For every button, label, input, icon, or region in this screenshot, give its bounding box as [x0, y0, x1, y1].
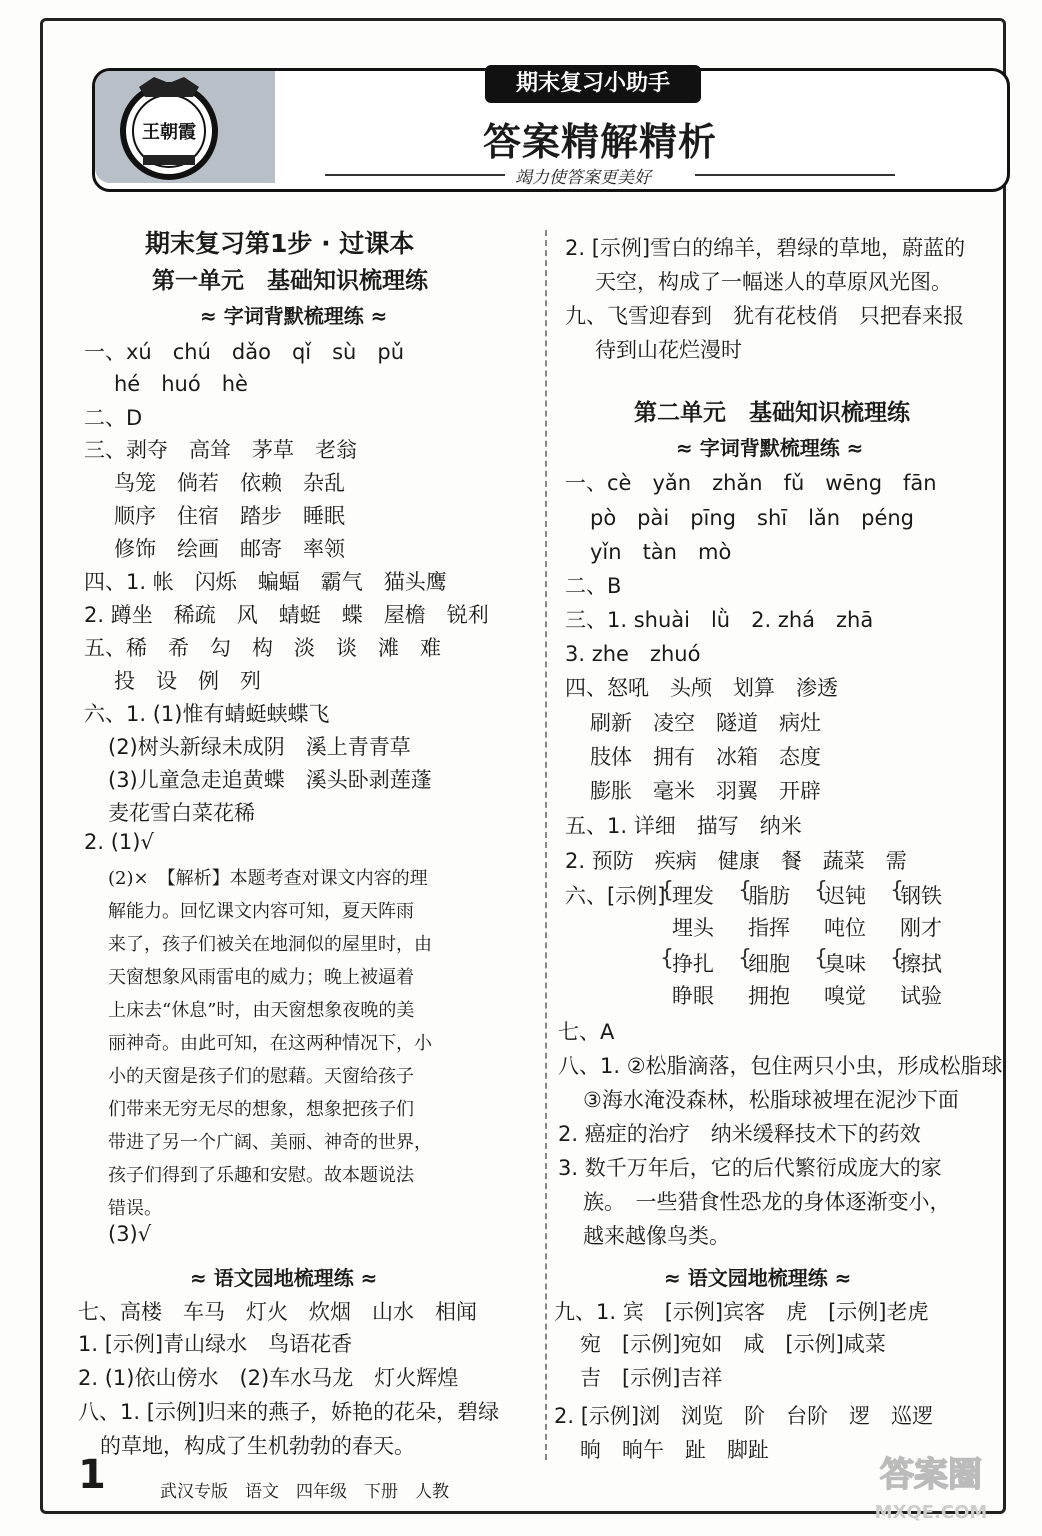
group-brace: { — [890, 878, 904, 903]
word-pair: 睁眼 — [672, 984, 714, 1008]
group-brace: { — [814, 878, 828, 903]
answer-line: 修饰 绘画 邮寄 率领 — [114, 537, 345, 561]
answer-line: (3)√ — [108, 1222, 152, 1246]
answer-line: 族。 一些猎食性恐龙的身体逐渐变小， — [583, 1190, 951, 1214]
answer-line: 九、飞雪迎春到 犹有花枝俏 只把春来报 — [565, 304, 964, 328]
answer-line: 2. [示例]雪白的绵羊，碧绿的草地，蔚蓝的 — [565, 236, 966, 260]
word-pair: 嗅觉 — [824, 984, 866, 1008]
group-brace: { — [890, 946, 904, 971]
explanation-line: 解能力。回忆课文内容可知，夏天阵雨 — [108, 901, 414, 922]
answer-line: 七、A — [558, 1020, 615, 1044]
word-pair: 细胞 — [748, 952, 790, 976]
group-brace: { — [738, 878, 752, 903]
answer-line: 麦花雪白菜花稀 — [108, 801, 255, 825]
word-pair: 迟钝 — [824, 884, 866, 908]
answer-line: 的草地，构成了生机勃勃的春天。 — [100, 1434, 415, 1458]
answer-line: 肢体 拥有 冰箱 态度 — [590, 745, 821, 769]
group-brace: { — [660, 946, 674, 971]
answer-line: 二、B — [565, 574, 622, 598]
answer-line: 五、稀 希 勾 构 淡 谈 滩 难 — [84, 636, 441, 660]
subsection-title: ≈ 语文园地梳理练 ≈ — [190, 1266, 378, 1290]
explanation-line: 小的天窗是孩子们的慰藉。天窗给孩子 — [108, 1066, 414, 1087]
answer-line: 七、高楼 车马 灯火 炊烟 山水 相闻 — [78, 1300, 477, 1324]
group-brace: { — [660, 878, 674, 903]
answer-line: 天空，构成了一幅迷人的草原风光图。 — [595, 270, 952, 294]
answer-line: 六、1. (1)惟有蜻蜓蛱蝶飞 — [84, 702, 330, 726]
answer-line: 吉 [示例]吉祥 — [580, 1366, 723, 1390]
answer-line: 九、1. 宾 [示例]宾客 虎 [示例]老虎 — [554, 1300, 929, 1324]
answer-line: 1. [示例]青山绿水 鸟语花香 — [78, 1332, 353, 1356]
explanation-line: (2)× 【解析】本题考查对课文内容的理 — [108, 868, 428, 889]
answer-line: 一、cè yǎn zhǎn fǔ wēng fān — [565, 471, 937, 495]
word-pair: 脂肪 — [748, 884, 790, 908]
subsection-title: ≈ 字词背默梳理练 ≈ — [200, 304, 388, 328]
answer-line: 待到山花烂漫时 — [595, 338, 742, 362]
word-pair: 擦拭 — [900, 952, 942, 976]
word-pair: 理发 — [672, 884, 714, 908]
group-brace: { — [814, 946, 828, 971]
group-brace: { — [738, 946, 752, 971]
answer-line: 三、1. shuài lǜ 2. zhá zhā — [565, 608, 874, 632]
answer-line: (2)树头新绿未成阴 溪上青青草 — [108, 735, 411, 759]
word-pair: 埋头 — [672, 916, 714, 940]
word-pair: 臭味 — [824, 952, 866, 976]
answer-line: 2. 蹲坐 稀疏 风 蜻蜓 蝶 屋檐 锐利 — [84, 603, 489, 627]
word-pair: 试验 — [900, 984, 942, 1008]
answer-line: 2. [示例]浏 浏览 阶 台阶 逻 巡逻 — [554, 1404, 934, 1428]
answer-line: 2. (1)√ — [84, 830, 154, 854]
answer-line: 2. (1)依山傍水 (2)车水马龙 灯火辉煌 — [78, 1366, 459, 1390]
answer-line: 3. 数千万年后，它的后代繁衍成庞大的家 — [558, 1156, 942, 1180]
svg-text:答案圈: 答案圈 — [880, 1455, 982, 1495]
explanation-line: 丽神奇。由此可知，在这两种情况下，小 — [108, 1033, 432, 1054]
unit-title: 第二单元 基础知识梳理练 — [634, 400, 910, 426]
word-pair: 挣扎 — [672, 952, 714, 976]
svg-text:王朝霞: 王朝霞 — [142, 122, 196, 143]
explanation-line: 孩子们得到了乐趣和安慰。故本题说法 — [108, 1165, 414, 1186]
answer-line: 二、D — [84, 406, 143, 430]
answer-line: 五、1. 详细 描写 纳米 — [565, 814, 802, 838]
explanation-line: 来了，孩子们被关在地洞似的屋里时，由 — [108, 934, 432, 955]
answer-line: hé huó hè — [114, 372, 248, 396]
answer-line: yǐn tàn mò — [590, 540, 732, 564]
answer-line: 投 设 例 列 — [114, 669, 261, 693]
answer-line: 六、[示例] — [565, 884, 666, 908]
answer-line: (3)儿童急走追黄蝶 溪头卧剥莲蓬 — [108, 768, 432, 792]
answer-line: 鸟笼 倘若 依赖 杂乱 — [114, 471, 345, 495]
word-pair: 刚才 — [900, 916, 942, 940]
explanation-line: 们带来无穷无尽的想象，想象把孩子们 — [108, 1099, 414, 1120]
word-pair: 吨位 — [824, 916, 866, 940]
answer-line: 3. zhe zhuó — [565, 642, 701, 666]
section-title: 期末复习第1步 · 过课本 — [145, 229, 415, 258]
header-slogan: 竭力使答案更美好 — [515, 168, 651, 188]
explanation-line: 天窗想象风雨雷电的威力；晚上被逼着 — [108, 967, 414, 988]
word-pair: 拥抱 — [748, 984, 790, 1008]
answer-line: 2. 预防 疾病 健康 餐 蔬菜 需 — [565, 849, 907, 873]
answer-line: 宛 [示例]宛如 咸 [示例]咸菜 — [580, 1332, 886, 1356]
explanation-line: 带进了另一个广阔、美丽、神奇的世界， — [108, 1132, 432, 1153]
answer-line: 四、怒吼 头颅 划算 渗透 — [565, 676, 838, 700]
unit-title: 第一单元 基础知识梳理练 — [152, 268, 428, 294]
answer-line: 膨胀 毫米 羽翼 开辟 — [590, 779, 821, 803]
watermark-logo-icon — [856, 1448, 1006, 1528]
answer-line: 八、1. ②松脂滴落，包住两只小虫，形成松脂球 — [558, 1054, 1003, 1078]
answer-line: ③海水淹没森林，松脂球被埋在泥沙下面 — [583, 1088, 959, 1112]
answer-line: 2. 癌症的治疗 纳米缓释技术下的药效 — [558, 1122, 921, 1146]
word-pair: 指挥 — [748, 916, 790, 940]
explanation-line: 错误。 — [108, 1198, 162, 1219]
subsection-title: ≈ 语文园地梳理练 ≈ — [664, 1266, 852, 1290]
svg-text:MXQE.COM: MXQE.COM — [874, 1502, 988, 1523]
page-number: 1 — [78, 1452, 106, 1498]
answer-line: 顺序 住宿 踏步 睡眠 — [114, 504, 345, 528]
page-title: 答案精解精析 — [482, 120, 717, 164]
answer-line: 三、剥夺 高耸 茅草 老翁 — [84, 438, 357, 462]
word-pair: 钢铁 — [900, 884, 942, 908]
answer-line: 越来越像鸟类。 — [583, 1224, 730, 1248]
answer-line: 晌 晌午 趾 脚趾 — [580, 1438, 769, 1462]
answer-line: 四、1. 帐 闪烁 蝙蝠 霸气 猫头鹰 — [84, 570, 447, 594]
answer-line: 刷新 凌空 隧道 病灶 — [590, 711, 821, 735]
subsection-title: ≈ 字词背默梳理练 ≈ — [676, 436, 864, 460]
explanation-line: 上床去“休息”时，由天窗想象夜晚的美 — [108, 1000, 415, 1021]
header-tab: 期末复习小助手 — [485, 65, 701, 103]
footer-edition: 武汉专版 语文 四年级 下册 人教 — [160, 1482, 449, 1502]
answer-line: 八、1. [示例]归来的燕子，娇艳的花朵，碧绿 — [78, 1400, 500, 1424]
answer-line: 一、xú chú dǎo qǐ sù pǔ — [84, 340, 405, 364]
answer-line: pò pài pīng shī lǎn péng — [590, 506, 915, 530]
